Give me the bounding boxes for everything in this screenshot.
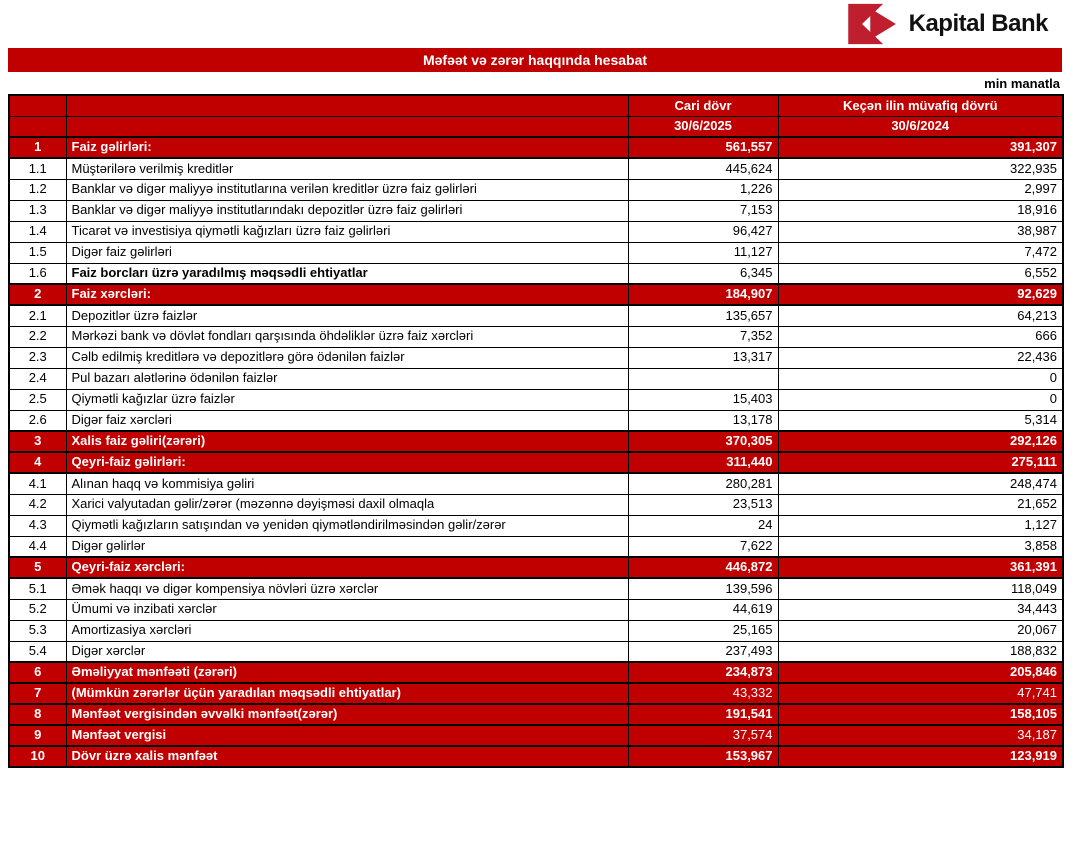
table-row [9, 368, 1063, 389]
row-number-cell: 2.3 [9, 347, 66, 368]
row-label-cell: (Mümkün zərərlər üçün yaradılan məqsədli ehtiyatlar) [66, 683, 628, 704]
row-label-cell: Qiymətli kağızların satışından və yenidən qiymətləndirilməsindən gəlir/zərər [66, 515, 628, 536]
row-label-cell: Banklar və digər maliyyə institutlarındakı depozitlər üzrə faiz gəlirləri [66, 200, 628, 221]
prior-period-header: Keçən ilin müvafiq dövrü [778, 95, 1063, 116]
prior-value-cell: 361,391 [778, 557, 1063, 578]
row-number-cell: 7 [9, 683, 66, 704]
prior-value-cell: 34,443 [778, 599, 1063, 620]
prior-value-cell: 18,916 [778, 200, 1063, 221]
prior-value-cell: 292,126 [778, 431, 1063, 452]
table-row [9, 536, 1063, 557]
current-date-header: 30/6/2025 [628, 116, 778, 137]
row-label-cell: Ticarət və investisiya qiymətli kağızları üzrə faiz gəlirləri [66, 221, 628, 242]
row-label-cell: Mərkəzi bank və dövlət fondları qarşısında öhdəliklər üzrə faiz xərcləri [66, 326, 628, 347]
row-number-cell: 4.4 [9, 536, 66, 557]
row-label-cell: Dövr üzrə xalis mənfəət [66, 746, 628, 767]
prior-value-cell: 92,629 [778, 284, 1063, 305]
prior-value-cell: 34,187 [778, 725, 1063, 746]
current-value-cell: 11,127 [628, 242, 778, 263]
row-number-cell: 1 [9, 137, 66, 158]
row-number-cell: 4.2 [9, 494, 66, 515]
current-value-cell: 191,541 [628, 704, 778, 725]
prior-value-cell: 158,105 [778, 704, 1063, 725]
top-bar [8, 0, 1062, 48]
header-corner-cell [9, 116, 66, 137]
row-label-cell: Xalis faiz gəliri(zərəri) [66, 431, 628, 452]
row-number-cell: 5 [9, 557, 66, 578]
prior-value-cell: 7,472 [778, 242, 1063, 263]
header-corner-cell [9, 95, 66, 116]
row-number-cell: 2.5 [9, 389, 66, 410]
row-number-cell: 2.1 [9, 305, 66, 326]
row-number-cell: 2 [9, 284, 66, 305]
kapital-bank-logo [845, 2, 1048, 46]
table-row [9, 326, 1063, 347]
current-value-cell: 153,967 [628, 746, 778, 767]
current-value-cell: 37,574 [628, 725, 778, 746]
row-label-cell: Amortizasiya xərcləri [66, 620, 628, 641]
row-number-cell: 1.3 [9, 200, 66, 221]
row-number-cell: 1.2 [9, 179, 66, 200]
row-number-cell: 1.6 [9, 263, 66, 284]
prior-value-cell: 64,213 [778, 305, 1063, 326]
current-value-cell: 445,624 [628, 158, 778, 179]
row-number-cell: 2.2 [9, 326, 66, 347]
row-label-cell: Xarici valyutadan gəlir/zərər (məzənnə dəyişməsi daxil olmaqla [66, 494, 628, 515]
row-number-cell: 2.4 [9, 368, 66, 389]
prior-value-cell: 3,858 [778, 536, 1063, 557]
current-value-cell: 25,165 [628, 620, 778, 641]
table-row [9, 494, 1063, 515]
table-row [9, 683, 1063, 704]
current-value-cell: 44,619 [628, 599, 778, 620]
prior-value-cell: 47,741 [778, 683, 1063, 704]
row-label-cell: Qeyri-faiz xərcləri: [66, 557, 628, 578]
row-label-cell: Cəlb edilmiş kreditlərə və depozitlərə görə ödənilən faizlər [66, 347, 628, 368]
current-value-cell: 1,226 [628, 179, 778, 200]
row-label-cell: Faiz borcları üzrə yaradılmış məqsədli ehtiyatlar [66, 263, 628, 284]
current-value-cell: 13,178 [628, 410, 778, 431]
table-row [9, 746, 1063, 767]
table-row [9, 410, 1063, 431]
table-row [9, 347, 1063, 368]
row-label-cell: Alınan haqq və kommisiya gəliri [66, 473, 628, 494]
row-label-cell: Qeyri-faiz gəlirləri: [66, 452, 628, 473]
row-number-cell: 5.1 [9, 578, 66, 599]
current-value-cell: 311,440 [628, 452, 778, 473]
row-label-cell: Mənfəət vergisi [66, 725, 628, 746]
table-row [9, 263, 1063, 284]
current-value-cell: 15,403 [628, 389, 778, 410]
prior-value-cell: 188,832 [778, 641, 1063, 662]
prior-value-cell: 6,552 [778, 263, 1063, 284]
current-period-header: Cari dövr [628, 95, 778, 116]
prior-value-cell: 275,111 [778, 452, 1063, 473]
table-row [9, 221, 1063, 242]
header-corner-cell [66, 95, 628, 116]
row-number-cell: 4 [9, 452, 66, 473]
row-number-cell: 5.4 [9, 641, 66, 662]
unit-note: min manatla [984, 76, 1060, 91]
current-value-cell: 184,907 [628, 284, 778, 305]
header-row-date [9, 116, 1063, 137]
current-value-cell: 7,622 [628, 536, 778, 557]
table-row [9, 431, 1063, 452]
prior-value-cell: 1,127 [778, 515, 1063, 536]
prior-value-cell: 248,474 [778, 473, 1063, 494]
table-row [9, 179, 1063, 200]
row-label-cell: Əmək haqqı və digər kompensiya növləri üzrə xərclər [66, 578, 628, 599]
table-row [9, 515, 1063, 536]
row-number-cell: 6 [9, 662, 66, 683]
header-corner-cell [66, 116, 628, 137]
table-row [9, 242, 1063, 263]
row-label-cell: Ümumi və inzibati xərclər [66, 599, 628, 620]
current-value-cell: 24 [628, 515, 778, 536]
row-label-cell: Banklar və digər maliyyə institutlarına verilən kreditlər üzrə faiz gəlirləri [66, 179, 628, 200]
table-row [9, 452, 1063, 473]
prior-value-cell: 123,919 [778, 746, 1063, 767]
row-label-cell: Mənfəət vergisindən əvvəlki mənfəət(zərər) [66, 704, 628, 725]
row-label-cell: Faiz xərcləri: [66, 284, 628, 305]
current-value-cell: 370,305 [628, 431, 778, 452]
prior-date-header: 30/6/2024 [778, 116, 1063, 137]
current-value-cell: 13,317 [628, 347, 778, 368]
report-table [8, 94, 1064, 768]
prior-value-cell: 666 [778, 326, 1063, 347]
current-value-cell: 234,873 [628, 662, 778, 683]
table-row [9, 662, 1063, 683]
header-row-period [9, 95, 1063, 116]
table-row [9, 704, 1063, 725]
row-label-cell: Depozitlər üzrə faizlər [66, 305, 628, 326]
prior-value-cell: 20,067 [778, 620, 1063, 641]
row-label-cell: Müştərilərə verilmiş kreditlər [66, 158, 628, 179]
row-number-cell: 5.2 [9, 599, 66, 620]
bank-name: Kapital Bank [908, 10, 1048, 37]
row-number-cell: 10 [9, 746, 66, 767]
current-value-cell: 43,332 [628, 683, 778, 704]
row-label-cell: Pul bazarı alətlərinə ödənilən faizlər [66, 368, 628, 389]
prior-value-cell: 205,846 [778, 662, 1063, 683]
table-row [9, 557, 1063, 578]
table-row [9, 473, 1063, 494]
table-body [9, 137, 1063, 767]
table-row [9, 599, 1063, 620]
current-value-cell: 280,281 [628, 473, 778, 494]
row-label-cell: Əməliyyat mənfəəti (zərəri) [66, 662, 628, 683]
table-row [9, 620, 1063, 641]
table-header [9, 95, 1063, 137]
row-label-cell: Digər xərclər [66, 641, 628, 662]
table-row [9, 284, 1063, 305]
table-row [9, 137, 1063, 158]
current-value-cell: 23,513 [628, 494, 778, 515]
current-value-cell: 7,153 [628, 200, 778, 221]
kapital-bank-logo-icon [845, 2, 901, 46]
prior-value-cell: 322,935 [778, 158, 1063, 179]
row-number-cell: 4.3 [9, 515, 66, 536]
prior-value-cell: 391,307 [778, 137, 1063, 158]
table-row [9, 389, 1063, 410]
prior-value-cell: 38,987 [778, 221, 1063, 242]
current-value-cell [628, 368, 778, 389]
prior-value-cell: 5,314 [778, 410, 1063, 431]
row-label-cell: Digər faiz gəlirləri [66, 242, 628, 263]
row-label-cell: Digər gəlirlər [66, 536, 628, 557]
prior-value-cell: 21,652 [778, 494, 1063, 515]
row-number-cell: 1.4 [9, 221, 66, 242]
row-number-cell: 1.5 [9, 242, 66, 263]
current-value-cell: 561,557 [628, 137, 778, 158]
row-number-cell: 2.6 [9, 410, 66, 431]
current-value-cell: 7,352 [628, 326, 778, 347]
row-label-cell: Qiymətli kağızlar üzrə faizlər [66, 389, 628, 410]
prior-value-cell: 2,997 [778, 179, 1063, 200]
current-value-cell: 237,493 [628, 641, 778, 662]
prior-value-cell: 0 [778, 389, 1063, 410]
table-row [9, 725, 1063, 746]
table-row [9, 641, 1063, 662]
row-number-cell: 5.3 [9, 620, 66, 641]
prior-value-cell: 0 [778, 368, 1063, 389]
row-number-cell: 9 [9, 725, 66, 746]
table-row [9, 305, 1063, 326]
table-row [9, 578, 1063, 599]
current-value-cell: 96,427 [628, 221, 778, 242]
table-row [9, 158, 1063, 179]
report-title-banner [8, 48, 1062, 72]
row-number-cell: 4.1 [9, 473, 66, 494]
row-label-cell: Digər faiz xərcləri [66, 410, 628, 431]
current-value-cell: 139,596 [628, 578, 778, 599]
current-value-cell: 6,345 [628, 263, 778, 284]
prior-value-cell: 22,436 [778, 347, 1063, 368]
current-value-cell: 446,872 [628, 557, 778, 578]
row-number-cell: 8 [9, 704, 66, 725]
prior-value-cell: 118,049 [778, 578, 1063, 599]
row-number-cell: 3 [9, 431, 66, 452]
row-number-cell: 1.1 [9, 158, 66, 179]
current-value-cell: 135,657 [628, 305, 778, 326]
table-row [9, 200, 1063, 221]
row-label-cell: Faiz gəlirləri: [66, 137, 628, 158]
page-title: Məfəət və zərər haqqında hesabat [422, 52, 648, 68]
